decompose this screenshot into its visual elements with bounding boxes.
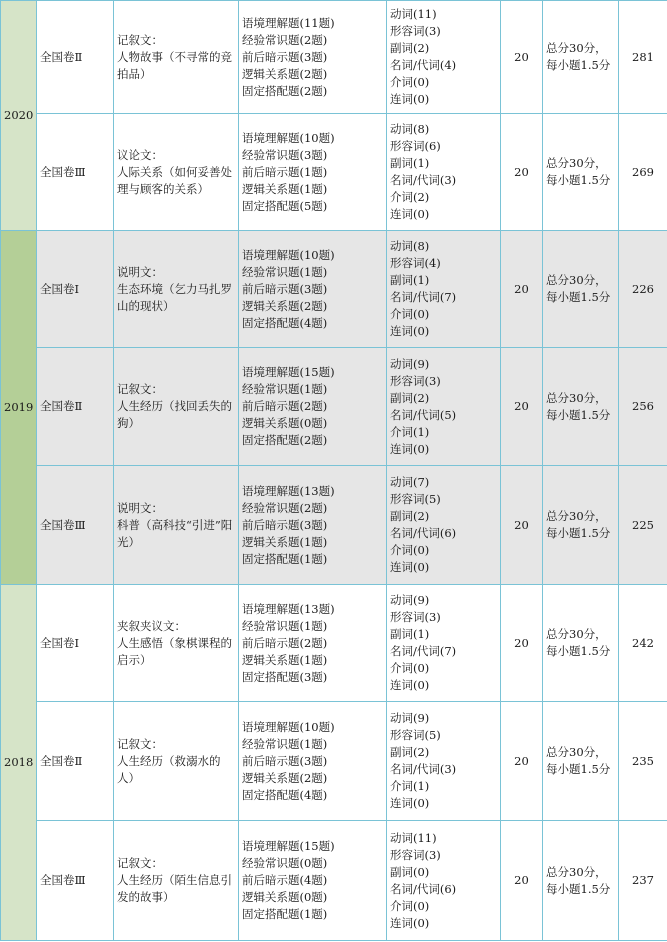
question-type-cell — [239, 1, 387, 114]
pos-item: 连词(0) — [390, 560, 430, 574]
paper-cell: 全国卷Ⅱ — [37, 1, 114, 114]
question-type-item: 逻辑关系题(2题) — [242, 770, 328, 785]
question-type-item: 逻辑关系题(1题) — [242, 181, 328, 196]
genre-title: 记叙文： — [117, 382, 163, 396]
pos-item: 连词(0) — [390, 207, 430, 221]
genre-cell — [114, 821, 239, 941]
pos-item: 连词(0) — [390, 678, 430, 692]
genre-cell — [114, 348, 239, 466]
genre-title: 夹叙夹议文： — [117, 618, 186, 633]
genre-desc: 人生经历（找回丢失的狗） — [117, 399, 232, 430]
pos-item: 副词(2) — [390, 390, 430, 405]
pos-cell — [387, 702, 501, 821]
count-cell: 20 — [501, 348, 543, 466]
score-cell: 总分30分，每小题1.5分 — [543, 466, 619, 585]
question-type-item: 语境理解题(13题) — [242, 601, 335, 616]
table-row — [1, 585, 667, 702]
paper-cell: 全国卷Ⅰ — [37, 585, 114, 702]
pos-item: 副词(1) — [390, 627, 430, 641]
pos-cell — [387, 231, 501, 348]
pos-item: 形容词(3) — [390, 610, 441, 624]
pos-item: 副词(2) — [390, 745, 430, 759]
genre-title: 议论文： — [117, 147, 163, 162]
question-type-item: 语境理解题(10题) — [242, 719, 335, 734]
pos-item: 动词(11) — [390, 7, 437, 21]
score-cell: 总分30分，每小题1.5分 — [543, 821, 619, 941]
question-type-item: 固定搭配题(1题) — [242, 907, 328, 921]
pos-cell — [387, 1, 501, 114]
genre-cell — [114, 702, 239, 821]
table-row — [1, 702, 667, 821]
question-type-item: 经验常识题(2题) — [242, 32, 328, 47]
pos-item: 副词(2) — [390, 41, 430, 55]
question-type-cell — [239, 702, 387, 821]
question-type-item: 逻辑关系题(1题) — [242, 534, 328, 549]
count-cell: 20 — [501, 1, 543, 114]
pos-item: 动词(8) — [390, 122, 430, 136]
score-cell: 总分30分，每小题1.5分 — [543, 348, 619, 466]
year-cell: 2019 — [1, 231, 37, 585]
question-type-item: 前后暗示题(2题) — [242, 399, 328, 413]
question-type-item: 经验常识题(1题) — [242, 736, 328, 751]
pos-item: 副词(1) — [390, 273, 430, 287]
year-cell: 2020 — [1, 1, 37, 231]
pos-item: 介词(0) — [390, 543, 430, 557]
question-type-item: 前后暗示题(3题) — [242, 49, 328, 64]
genre-desc: 人物故事（不寻常的竞拍品） — [117, 49, 232, 81]
question-type-cell — [239, 348, 387, 466]
pos-item: 名词/代词(5) — [390, 407, 457, 422]
pos-item: 副词(2) — [390, 509, 430, 523]
table-row — [1, 348, 667, 466]
genre-title: 记叙文： — [117, 736, 163, 751]
pos-cell — [387, 821, 501, 941]
table-row — [1, 821, 667, 941]
word-count-cell: 237 — [619, 821, 667, 941]
pos-item: 形容词(5) — [390, 728, 441, 742]
word-count-cell: 281 — [619, 1, 667, 114]
score-cell: 总分30分，每小题1.5分 — [543, 585, 619, 702]
pos-item: 名词/代词(7) — [390, 290, 457, 304]
pos-item: 介词(2) — [390, 190, 430, 204]
table-row — [1, 1, 667, 114]
pos-item: 副词(1) — [390, 156, 430, 170]
pos-item: 名词/代词(7) — [390, 644, 457, 658]
question-type-item: 经验常识题(3题) — [242, 147, 328, 162]
pos-cell — [387, 114, 501, 231]
pos-item: 连词(0) — [390, 441, 430, 456]
question-type-item: 固定搭配题(4题) — [242, 787, 328, 802]
pos-item: 连词(0) — [390, 915, 430, 930]
question-type-item: 逻辑关系题(2题) — [242, 66, 328, 81]
genre-title: 说明文： — [117, 264, 163, 279]
paper-cell: 全国卷Ⅲ — [37, 114, 114, 231]
pos-item: 形容词(3) — [390, 373, 441, 388]
question-type-item: 前后暗示题(3题) — [242, 753, 328, 768]
pos-item: 形容词(3) — [390, 24, 441, 38]
genre-desc: 人生经历（陌生信息引发的故事） — [117, 873, 232, 904]
paper-cell: 全国卷Ⅱ — [37, 348, 114, 466]
pos-cell — [387, 585, 501, 702]
question-type-cell — [239, 466, 387, 585]
pos-item: 动词(7) — [390, 475, 430, 489]
pos-item: 介词(0) — [390, 75, 430, 89]
question-type-item: 固定搭配题(5题) — [242, 198, 328, 213]
genre-desc: 生态环境（乞力马扎罗山的现状） — [117, 281, 232, 313]
question-type-item: 前后暗示题(1题) — [242, 164, 328, 179]
question-type-item: 逻辑关系题(0题) — [242, 890, 328, 904]
year-cell: 2018 — [1, 585, 37, 941]
question-type-item: 前后暗示题(4题) — [242, 873, 328, 887]
pos-item: 动词(11) — [390, 830, 437, 845]
question-type-item: 语境理解题(11题) — [242, 15, 335, 30]
pos-item: 介词(1) — [390, 424, 430, 439]
question-type-item: 前后暗示题(3题) — [242, 281, 328, 296]
question-type-cell — [239, 821, 387, 941]
pos-cell — [387, 466, 501, 585]
pos-item: 名词/代词(6) — [390, 526, 457, 540]
question-type-item: 经验常识题(0题) — [242, 856, 328, 870]
pos-item: 动词(9) — [390, 711, 430, 725]
paper-cell: 全国卷Ⅲ — [37, 821, 114, 941]
question-type-item: 语境理解题(13题) — [242, 483, 335, 498]
question-type-item: 固定搭配题(2题) — [242, 433, 328, 447]
genre-cell — [114, 1, 239, 114]
genre-title: 记叙文： — [117, 856, 163, 870]
pos-item: 形容词(3) — [390, 847, 441, 862]
table-row — [1, 466, 667, 585]
genre-desc: 人生感悟（象棋课程的启示） — [117, 635, 232, 667]
genre-cell — [114, 114, 239, 231]
paper-cell: 全国卷Ⅱ — [37, 702, 114, 821]
pos-item: 介词(0) — [390, 307, 430, 321]
genre-cell — [114, 585, 239, 702]
table-row — [1, 231, 667, 348]
genre-desc: 科普（高科技“引进”阳光） — [117, 517, 233, 549]
genre-desc: 人际关系（如何妥善处理与顾客的关系） — [117, 164, 232, 196]
question-type-item: 前后暗示题(2题) — [242, 635, 328, 650]
pos-item: 连词(0) — [390, 92, 430, 106]
pos-item: 连词(0) — [390, 796, 430, 810]
question-type-item: 经验常识题(1题) — [242, 618, 328, 633]
pos-item: 副词(0) — [390, 864, 430, 879]
question-type-item: 语境理解题(15题) — [242, 839, 335, 853]
question-type-cell — [239, 231, 387, 348]
pos-item: 名词/代词(3) — [390, 173, 457, 187]
pos-item: 介词(0) — [390, 661, 430, 675]
genre-desc: 人生经历（救溺水的人） — [117, 753, 221, 785]
score-cell: 总分30分，每小题1.5分 — [543, 1, 619, 114]
word-count-cell: 256 — [619, 348, 667, 466]
question-type-item: 固定搭配题(3题) — [242, 669, 328, 684]
pos-item: 形容词(4) — [390, 256, 441, 270]
word-count-cell: 235 — [619, 702, 667, 821]
word-count-cell: 269 — [619, 114, 667, 231]
table-row — [1, 114, 667, 231]
question-type-item: 固定搭配题(4题) — [242, 315, 328, 330]
count-cell: 20 — [501, 821, 543, 941]
count-cell: 20 — [501, 702, 543, 821]
score-cell: 总分30分，每小题1.5分 — [543, 231, 619, 348]
pos-item: 动词(8) — [390, 239, 430, 253]
word-count-cell: 225 — [619, 466, 667, 585]
question-type-cell — [239, 114, 387, 231]
count-cell: 20 — [501, 585, 543, 702]
paper-cell: 全国卷Ⅰ — [37, 231, 114, 348]
question-type-item: 经验常识题(2题) — [242, 500, 328, 515]
genre-title: 记叙文： — [117, 32, 163, 47]
pos-item: 介词(0) — [390, 898, 430, 913]
pos-item: 名词/代词(4) — [390, 58, 457, 72]
pos-item: 名词/代词(6) — [390, 881, 457, 896]
count-cell: 20 — [501, 114, 543, 231]
question-type-item: 经验常识题(1题) — [242, 264, 328, 279]
pos-cell — [387, 348, 501, 466]
word-count-cell: 226 — [619, 231, 667, 348]
question-type-item: 前后暗示题(3题) — [242, 517, 328, 532]
pos-item: 形容词(6) — [390, 139, 441, 153]
count-cell: 20 — [501, 231, 543, 348]
count-cell: 20 — [501, 466, 543, 585]
score-cell: 总分30分，每小题1.5分 — [543, 702, 619, 821]
question-type-item: 语境理解题(15题) — [242, 365, 335, 379]
question-type-item: 逻辑关系题(2题) — [242, 298, 328, 313]
word-count-cell: 242 — [619, 585, 667, 702]
question-type-item: 语境理解题(10题) — [242, 130, 335, 145]
pos-item: 连词(0) — [390, 324, 430, 338]
paper-cell: 全国卷Ⅲ — [37, 466, 114, 585]
pos-item: 名词/代词(3) — [390, 762, 457, 776]
question-type-cell — [239, 585, 387, 702]
genre-cell — [114, 231, 239, 348]
genre-title: 说明文： — [117, 500, 163, 515]
genre-cell — [114, 466, 239, 585]
pos-item: 动词(9) — [390, 356, 430, 371]
pos-item: 动词(9) — [390, 593, 430, 607]
question-type-item: 固定搭配题(1题) — [242, 551, 328, 566]
pos-item: 介词(1) — [390, 779, 430, 793]
question-type-item: 逻辑关系题(1题) — [242, 652, 328, 667]
question-type-item: 固定搭配题(2题) — [242, 83, 328, 98]
question-type-item: 语境理解题(10题) — [242, 247, 335, 262]
score-cell: 总分30分，每小题1.5分 — [543, 114, 619, 231]
question-type-item: 经验常识题(1题) — [242, 382, 328, 396]
question-type-item: 逻辑关系题(0题) — [242, 416, 328, 430]
pos-item: 形容词(5) — [390, 492, 441, 506]
